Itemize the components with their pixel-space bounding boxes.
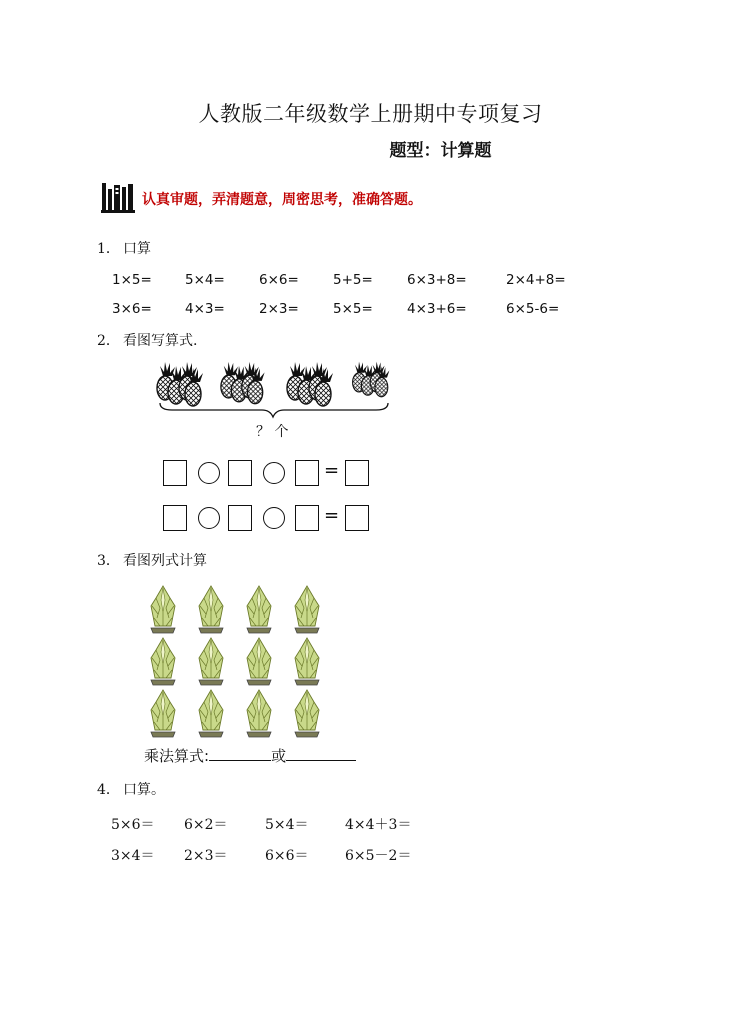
answer-box[interactable] [295, 505, 319, 531]
expression: 2×4+8= [506, 272, 566, 288]
multiplication-formula-line [144, 745, 356, 766]
corn-icon [199, 638, 223, 685]
answer-box[interactable] [228, 505, 252, 531]
answer-blank[interactable] [209, 760, 271, 761]
notice-text: 认真审题，弄清题意，周密思考，准确答题。 [142, 192, 422, 208]
operator-circle[interactable] [198, 462, 220, 484]
expression: 3×4＝ [111, 848, 155, 864]
expression: 5×6＝ [111, 817, 155, 833]
books-icon [101, 181, 135, 213]
answer-box[interactable] [345, 460, 369, 486]
corn-icon [295, 690, 319, 737]
formula-label: 乘法算式: [144, 747, 210, 765]
operator-circle[interactable] [263, 462, 285, 484]
answer-box[interactable] [228, 460, 252, 486]
question-1-heading: 1． 口算 [97, 241, 151, 257]
operator-circle[interactable] [263, 507, 285, 529]
answer-box[interactable] [345, 505, 369, 531]
corn-icon [247, 586, 271, 633]
expression: 2×3= [259, 301, 299, 317]
corn-icon [199, 690, 223, 737]
expression: 1×5= [112, 272, 152, 288]
corn-icon [151, 690, 175, 737]
expression: 2×3＝ [184, 848, 228, 864]
corn-icon [199, 586, 223, 633]
page-title: 人教版二年级数学上册期中专项复习 [198, 102, 543, 126]
equals-sign: = [324, 460, 340, 481]
corn-icon [151, 586, 175, 633]
question-2-heading: 2． 看图写算式. [97, 333, 198, 349]
corn-grid-image [145, 580, 335, 740]
question-4-heading: 4． 口算。 [97, 782, 165, 798]
or-text: 或 [271, 747, 287, 765]
operator-circle[interactable] [198, 507, 220, 529]
page-subtitle: 题型：计算题 [389, 141, 492, 161]
expression: 5×5= [333, 301, 373, 317]
expression: 4×3+6= [407, 301, 467, 317]
expression: 3×6= [112, 301, 152, 317]
pineapple-icon [353, 362, 390, 397]
answer-box[interactable] [295, 460, 319, 486]
expression: 6×5－2＝ [345, 848, 412, 864]
expression: 5+5= [333, 272, 373, 288]
expression: 4×3= [185, 301, 225, 317]
expression: 6×6＝ [265, 848, 309, 864]
expression: 4×4＋3＝ [345, 817, 412, 833]
answer-box[interactable] [163, 460, 187, 486]
answer-blank[interactable] [286, 760, 356, 761]
answer-box[interactable] [163, 505, 187, 531]
expression: 6×5-6= [506, 301, 560, 317]
expression: 5×4＝ [265, 817, 309, 833]
brace-label: ？ 个 [256, 424, 289, 440]
expression: 6×2＝ [184, 817, 228, 833]
expression: 6×3+8= [407, 272, 467, 288]
corn-icon [247, 690, 271, 737]
question-3-heading: 3． 看图列式计算 [97, 553, 207, 569]
corn-icon [151, 638, 175, 685]
corn-icon [247, 638, 271, 685]
equals-sign: = [324, 505, 340, 526]
brace [158, 400, 392, 420]
expression: 6×6= [259, 272, 299, 288]
expression: 5×4= [185, 272, 225, 288]
corn-icon [295, 586, 319, 633]
pineapple-icon [221, 362, 265, 404]
corn-icon [295, 638, 319, 685]
